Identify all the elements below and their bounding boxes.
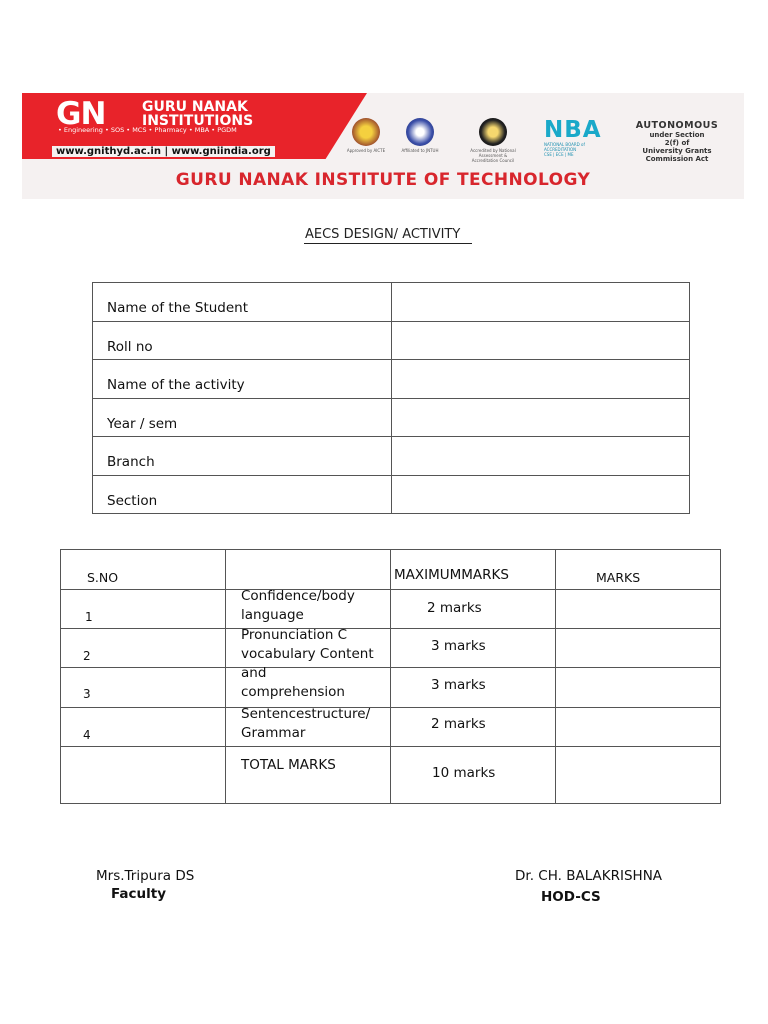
criterion-line2: comprehension	[241, 684, 345, 700]
nba-programs: CSE | ECE | ME	[544, 152, 574, 157]
marks-row-4	[61, 707, 720, 747]
header-marks: MARKS	[596, 570, 641, 585]
info-label: Section	[107, 493, 158, 509]
info-label: Branch	[107, 454, 155, 470]
info-label: Year / sem	[107, 416, 178, 432]
info-label: Name of the activity	[107, 377, 245, 393]
total-label: TOTAL MARKS	[241, 757, 336, 773]
criterion-line1: Pronunciation C	[241, 627, 348, 643]
programs-list: • Engineering • SOS • MCS • Pharmacy • MBA • PGDM	[58, 126, 237, 134]
total-max-marks: 10 marks	[432, 765, 496, 781]
marks-row-2	[61, 628, 720, 668]
nba-mark: NBA	[544, 117, 602, 143]
row-max-marks: 3 marks	[431, 638, 486, 654]
criterion-line2: language	[241, 607, 304, 623]
student-info-table	[92, 282, 690, 514]
row-sno: 4	[83, 728, 91, 742]
row-max-marks: 2 marks	[427, 600, 482, 616]
marks-row-1	[61, 589, 720, 629]
row-max-marks: 2 marks	[431, 716, 486, 732]
hod-name: Dr. CH. BALAKRISHNA	[515, 868, 663, 884]
institute-banner	[22, 93, 744, 199]
marks-total-row	[61, 746, 720, 804]
website-urls: www.gnithyd.ac.in | www.gniindia.org	[52, 146, 275, 157]
seal2-caption: Affiliated to JNTUH	[401, 148, 439, 153]
autonomous-line3: 2(f) of	[664, 139, 690, 147]
row-sno: 2	[83, 649, 91, 663]
criterion-line1: Sentencestructure/	[241, 706, 371, 722]
seal3-caption: Accredited by National Assessment & Accreditation Council	[470, 148, 516, 163]
marks-table	[60, 549, 721, 804]
jntuh-seal-icon	[406, 118, 434, 146]
nba-logo	[544, 117, 612, 157]
autonomous-label: AUTONOMOUS	[635, 120, 719, 131]
gn-logo: GN	[56, 96, 106, 132]
hod-role: HOD-CS	[541, 889, 601, 905]
criterion-line1: and	[241, 665, 267, 681]
marks-row-3	[61, 667, 720, 708]
row-sno: 1	[85, 610, 93, 624]
info-column-divider	[391, 283, 392, 513]
marks-header-row	[61, 550, 720, 589]
header-sno: S.NO	[87, 570, 119, 585]
logo-line1: GURU NANAK	[142, 99, 248, 115]
row-max-marks: 3 marks	[431, 677, 486, 693]
criterion-line2: vocabulary Content	[241, 646, 374, 662]
faculty-role: Faculty	[111, 886, 167, 902]
criterion-line1: Confidence/body	[241, 588, 355, 604]
autonomous-notice	[622, 120, 732, 163]
institute-title: GURU NANAK INSTITUTE OF TECHNOLOGY	[175, 170, 591, 190]
nba-caption: NATIONAL BOARD of ACCREDITATION	[544, 142, 585, 152]
logo-line2: INSTITUTIONS	[142, 113, 254, 129]
page-title: AECS DESIGN/ ACTIVITY	[305, 227, 461, 242]
naac-seal-icon	[479, 118, 507, 146]
header-max-marks: MAXIMUMMARKS	[394, 567, 509, 583]
autonomous-line5: Commission Act	[645, 155, 709, 163]
autonomous-line4: University Grants	[642, 147, 712, 155]
autonomous-line2: under Section	[649, 131, 705, 139]
info-label: Name of the Student	[107, 300, 249, 316]
info-label: Roll no	[107, 339, 153, 355]
title-underline	[304, 243, 472, 244]
row-sno: 3	[83, 687, 91, 701]
institutions-name	[142, 100, 253, 128]
aicte-seal-icon	[352, 118, 380, 146]
seal1-caption: Approved by AICTE	[346, 148, 386, 153]
faculty-name: Mrs.Tripura DS	[96, 868, 195, 884]
criterion-line2: Grammar	[241, 725, 306, 741]
